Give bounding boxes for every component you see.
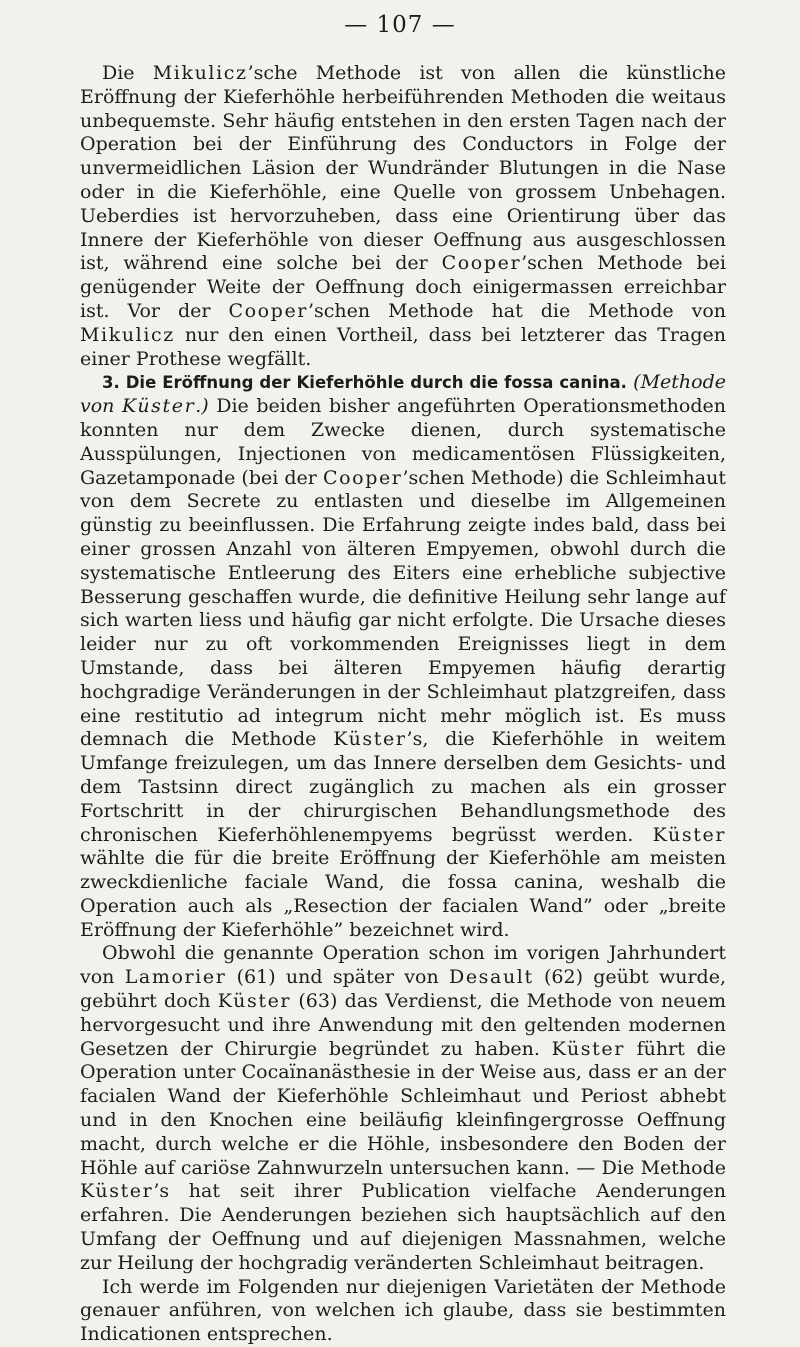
text-run: Cooper — [322, 466, 403, 489]
text-run: 3. Die Eröffnung der Kieferhöhle durch die fossa canina. — [102, 373, 627, 393]
text-run: Die — [102, 62, 153, 84]
body-text — [80, 62, 726, 1347]
paragraph — [80, 62, 726, 371]
text-run: (61) und später von — [226, 966, 449, 989]
paragraph — [80, 371, 726, 942]
text-run: ’sche Methode ist von allen die künstliche Eröffnung der Kieferhöhle herbeiführenden Methoden die weitaus unbequemste. Sehr häufig entstehen in den ersten Tagen nach der Operation bei der Einführung des Conductors in Folge der unvermeidlichen Läsion der Wundränder Blutungen in die Nase oder in die Kieferhöhle, eine Quelle von grossem Unbehagen. Ueberdies ist hervorzuheben, dass eine Orientirung über das Innere der Kieferhöhle von dieser Oeffnung aus ausgeschlossen ist, während eine solche bei der — [80, 62, 726, 275]
text-run: ’schen Methode) die Schleimhaut von dem Secrete zu entlasten und dieselbe im Allgemeinen günstig zu beeinflussen. Die Erfahrung zeigte indes bald, dass bei einer grossen Anzahl von älteren Empyemen, obwohl durch die systematische Entleerung des Eiters eine erhebliche subjective Besserung geschaffen wurde, die definitive Heilung sehr lange auf sich warten liess und häufig gar nicht erfolgte. Die Ursache dieses leider nur zu oft vorkommenden Ereignisses liegt in dem Umstande, dass bei älteren Empyemen häufig derartig hochgradige Veränderungen in der Schleimhaut platzgreifen, dass eine restitutio ad integrum nicht mehr möglich ist. Es muss demnach die Methode — [80, 466, 726, 751]
text-run: ’schen Methode bei genügender Weite der Oeffnung doch einigermassen erreichbar ist. Vor der — [80, 252, 726, 322]
text-run: wählte die für die breite Eröffnung der Kieferhöhle am meisten zweckdienliche faciale Wand, die fossa canina, weshalb die Operation auch als „Resection der facialen Wand” oder „breite Eröffnung der Kieferhöhle” bezeichnet wird. — [80, 847, 726, 941]
text-run: ’s hat seit ihrer Publication vielfache Aenderungen erfahren. Die Aenderungen beziehen sich hauptsächlich auf den Umfang der Oeffnung und auf diejenigen Massnahmen, welche zur Heilung der hochgradig veränderten Schleimhaut beitragen. — [80, 1180, 726, 1274]
text-run: Küster — [121, 395, 196, 418]
page-number: — 107 — — [344, 12, 456, 38]
text-run: Küster — [652, 823, 726, 846]
text-run: Küster — [551, 1037, 625, 1060]
text-run: (62) geübt wurde, gebührt doch — [80, 966, 727, 1013]
text-run: Küster — [333, 728, 407, 751]
text-run: (Methode von — [80, 371, 726, 418]
text-run: Desault — [449, 966, 534, 989]
text-run: führt die Operation unter Cocaïnanästhesie in der Weise aus, dass er an der facialen Wand der Kieferhöhle Schleimhaut und Periost abhebt und in den Knochen eine beiläufig kleinfingergrosse Oeffnung macht, durch welche er die Höhle, insbesondere den Boden der Höhle auf cariöse Zahnwurzeln untersuchen kann. — Die Methode — [80, 1037, 726, 1179]
text-run: .) — [195, 395, 209, 418]
paragraph — [80, 942, 726, 1275]
text-run: Mikulicz — [152, 62, 248, 84]
text-run: ’s, die Kieferhöhle in weitem Umfange freizulegen, um das Innere derselben dem Gesichts- und dem Tastsinn direct zugänglich zu machen als ein grosser Fortschritt in der chirurgischen Behandlungsmethode des chronischen Kieferhöhlenempyems begrüsst werden. — [80, 728, 726, 846]
text-run: Küster — [80, 1180, 154, 1203]
text-run: Cooper — [441, 252, 522, 275]
text-run: (63) das Verdienst, die Methode von neuem hervorgesucht und ihre Anwendung mit den geltenden modernen Gesetzen der Chirurgie begründet zu haben. — [80, 990, 726, 1060]
text-run: Küster — [217, 990, 292, 1013]
text-run: Lamorier — [124, 966, 227, 989]
paragraph — [80, 1276, 726, 1347]
text-run: Cooper — [228, 299, 308, 322]
text-run: Die beiden bisher angeführten Operationsmethoden konnten nur dem Zwecke dienen, durch systematische Ausspülungen, Injectionen von medicamentösen Flüssigkeiten, Gazetamponade (bei der — [80, 395, 726, 489]
text-run: ’schen Methode hat die Methode von — [307, 299, 727, 322]
text-run: Obwohl die genannte Operation schon im vorigen Jahrhundert von — [80, 942, 726, 989]
text-run: Mikulicz — [80, 323, 175, 346]
text-run: nur den einen Vortheil, dass bei letzterer das Tragen einer Prothese wegfällt. — [80, 323, 726, 370]
text-run: Ich werde im Folgenden nur diejenigen Varietäten der Methode genauer anführen, von welchen ich glaube, dass sie bestimmten Indicationen entsprechen. — [80, 1275, 726, 1346]
